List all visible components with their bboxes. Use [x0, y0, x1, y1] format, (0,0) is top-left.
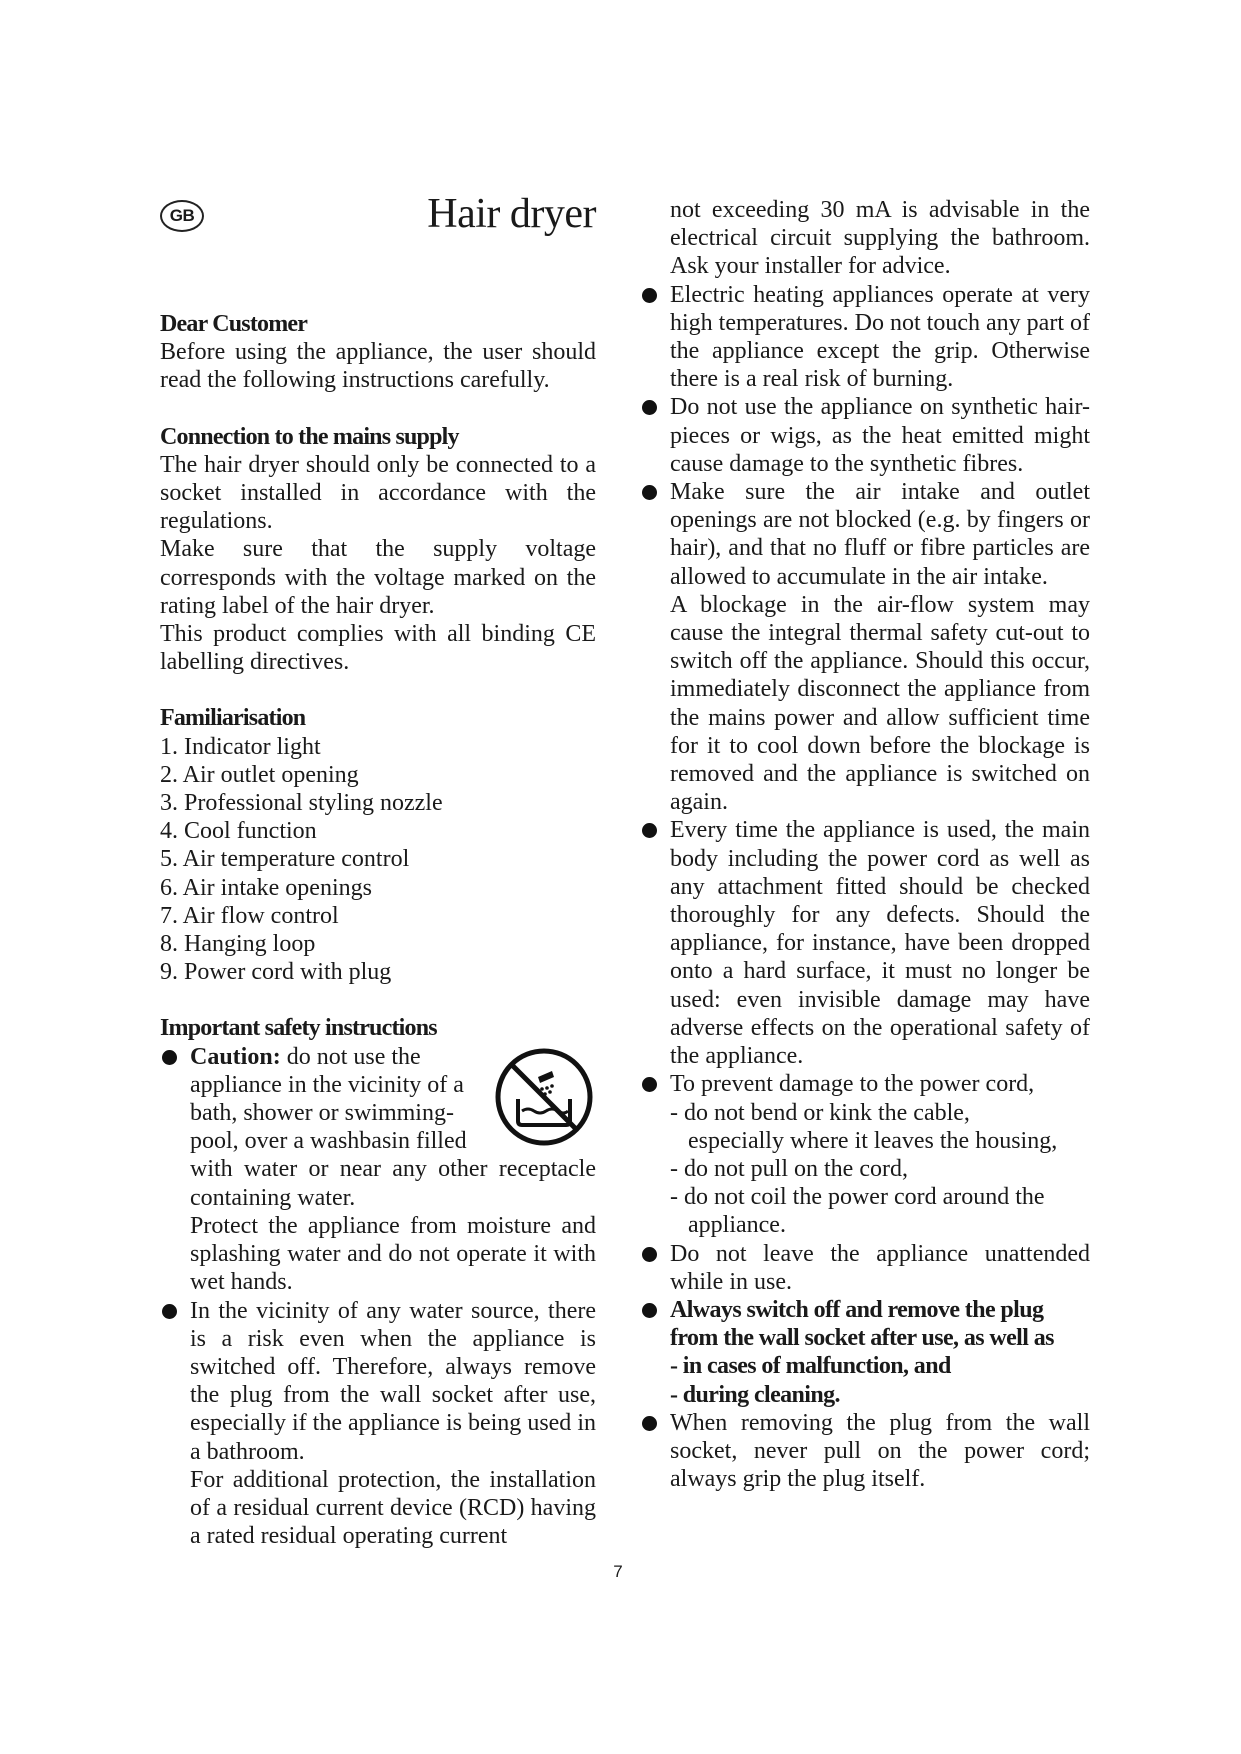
caution-label: Caution:: [190, 1043, 281, 1070]
dear-customer-heading: Dear Customer: [160, 311, 308, 337]
switch-off-text: Always switch off and remove the plug from the wall socket after use, as well as: [670, 1296, 1054, 1352]
bullet-icon: [162, 1050, 177, 1065]
switch-off-item-2: - during cleaning.: [670, 1381, 840, 1408]
removing-text: When removing the plug from the wall socket, never pull on the power cord; always grip the plug itself.: [670, 1409, 1090, 1493]
list-item: 2. Air outlet opening: [160, 761, 359, 788]
left-column: [160, 310, 596, 1550]
list-item: 5. Air temperature control: [160, 846, 410, 873]
bullet-icon: [642, 485, 657, 500]
connection-paragraph-1: The hair dryer should only be connected to a socket installed in accordance with the regulations.: [160, 451, 596, 535]
bullet-icon: [642, 288, 657, 303]
right-column: [640, 196, 1090, 1493]
caution-continuation: with water or near any other receptacle containing water.: [190, 1156, 596, 1211]
bullet-icon: [642, 1416, 657, 1431]
list-item: 3. Professional styling nozzle: [160, 790, 443, 817]
water-source-bullet: [160, 1297, 596, 1466]
heating-text: Electric heating appliances operate at very high temperatures. Do not touch any part of the appliance except the grip. Otherwise there is a real risk of burning.: [670, 281, 1090, 393]
no-water-use-icon: [494, 1047, 594, 1147]
synthetic-bullet: [640, 393, 1090, 478]
cord-item-3-cont: appliance.: [688, 1212, 786, 1239]
protect-text: Protect the appliance from moisture and splashing water and do not operate it with wet hands.: [190, 1212, 596, 1296]
intake-text: Make sure the air intake and outlet openings are not blocked (e.g. by fingers or hair), and that no fluff or fibre particles are allowed to accumulate in the air intake.: [670, 479, 1090, 590]
switch-off-bullet: [640, 1296, 1090, 1409]
cord-intro: To prevent damage to the power cord,: [670, 1071, 1035, 1098]
cord-bullet: [640, 1070, 1090, 1098]
cord-item-2: - do not pull on the cord,: [670, 1155, 908, 1182]
list-item: 7. Air flow control: [160, 902, 339, 929]
list-item: 1. Indicator light: [160, 733, 321, 760]
safety-heading: Important safety instructions: [160, 1015, 437, 1042]
list-item: 9. Power cord with plug: [160, 959, 392, 986]
removing-bullet: [640, 1409, 1090, 1494]
list-item: 6. Air intake openings: [160, 874, 372, 901]
caution-text-block: [190, 1043, 490, 1156]
bullet-icon: [642, 823, 657, 838]
blockage-text: A blockage in the air-flow system may cause the integral thermal safety cut-out to switch off the appliance. Should this occur, immediately disconnect the appliance from the mains power and allow sufficient time for it to cool down before the blockage is removed and the appliance is switched on again.: [670, 591, 1090, 816]
unattended-bullet: [640, 1240, 1090, 1296]
language-badge: GB: [160, 200, 204, 232]
bullet-icon: [642, 1247, 657, 1262]
bullet-icon: [642, 1077, 657, 1092]
familiarisation-list: [160, 733, 596, 987]
unattended-text: Do not leave the appliance unattended while in use.: [670, 1240, 1090, 1295]
cord-item-1-cont: especially where it leaves the housing,: [688, 1127, 1058, 1154]
caution-bullet: [160, 1043, 596, 1156]
connection-heading: Connection to the mains supply: [160, 423, 459, 450]
page-title: Hair dryer: [427, 191, 596, 237]
dear-customer-text: Before using the appliance, the user should read the following instructions carefully.: [160, 339, 596, 394]
bullet-icon: [642, 400, 657, 415]
connection-paragraph-3: This product complies with all binding CE labelling directives.: [160, 621, 596, 676]
rcd-text: For additional protection, the installation of a residual current device (RCD) having a rated residual operating current: [190, 1466, 596, 1550]
switch-off-item-1: - in cases of malfunction, and: [670, 1353, 951, 1380]
check-text: Every time the appliance is used, the main body including the power cord as well as any attachment fitted should be checked thoroughly for any defects. Should the appliance, for instance, have been dropped onto a hard surface, it must no longer be used: even invisible damage may have adverse effects on the operational safety of the appliance.: [670, 817, 1090, 1070]
rcd-continuation: not exceeding 30 mA is advisable in the electrical circuit supplying the bathroom. Ask your installer for advice.: [670, 197, 1090, 280]
bullet-icon: [642, 1303, 657, 1318]
caution-text: do not use the appliance in the vicinity of a bath, shower or swimming-pool, over a washbasin filled: [190, 1043, 467, 1155]
heating-bullet: [640, 281, 1090, 394]
page-number: 7: [613, 1562, 623, 1581]
familiarisation-heading: Familiarisation: [160, 705, 306, 732]
list-item: 8. Hanging loop: [160, 931, 316, 958]
bullet-icon: [162, 1304, 177, 1319]
connection-paragraph-2: Make sure that the supply voltage corresponds with the voltage marked on the rating label of the hair dryer.: [160, 536, 596, 619]
list-item: 4. Cool function: [160, 818, 317, 845]
water-source-text: In the vicinity of any water source, there is a risk even when the appliance is switched off. Therefore, always remove the plug from the wall socket after use, especially if the appliance is being used in a bathroom.: [190, 1297, 596, 1465]
cord-item-1: - do not bend or kink the cable,: [670, 1099, 970, 1126]
check-bullet: [640, 816, 1090, 1070]
synthetic-text: Do not use the appliance on synthetic hair-pieces or wigs, as the heat emitted might cause damage to the synthetic fibres.: [670, 394, 1090, 477]
intake-bullet: [640, 478, 1090, 816]
cord-item-3: - do not coil the power cord around the: [670, 1184, 1045, 1211]
